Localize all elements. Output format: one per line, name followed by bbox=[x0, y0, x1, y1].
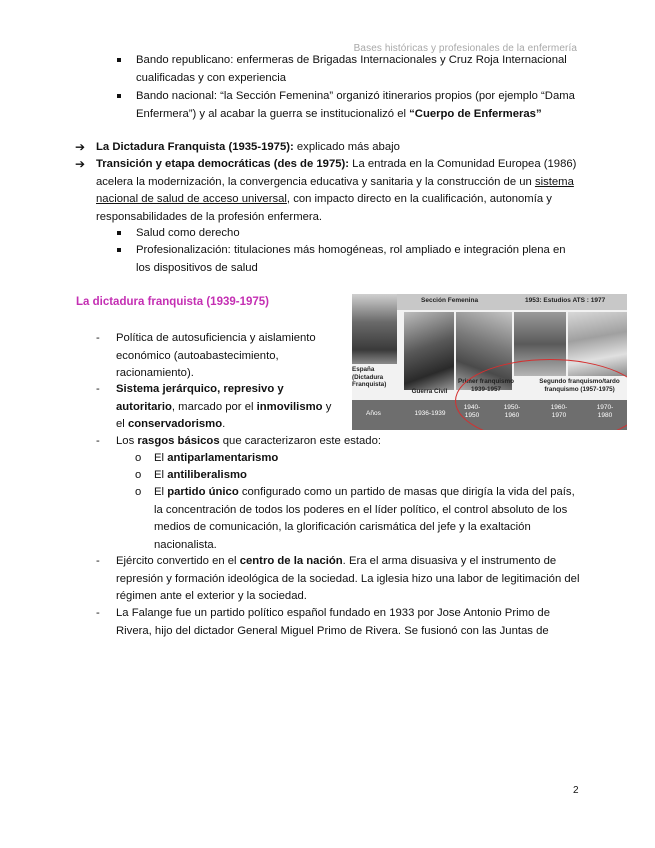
figure-label-civil-war: Guerra Civil bbox=[411, 388, 448, 395]
list-item-transition: ➔ Transición y etapa democráticas (des de 1975): La entrada en la Comunidad Europea (1986) acelera la modernización, la convergencia educativa y sanitaria y la construcción de un sistema nacional de salud de acceso universal, con impacto directo en la cualificación, autonomía y responsabilidades de la profesión enfermera. bbox=[75, 157, 577, 223]
list-item-falange: - La Falange fue un partido político español fundado en 1933 por Jose Antonio Primo de Rivera, hijo del dictador General Miguel Primo de Rivera. Se fusionó con las Juntas de bbox=[96, 607, 550, 637]
list-item-francoist: ➔ La Dictadura Franquista (1935-1975): explicado más abajo bbox=[96, 139, 580, 157]
list-item-autarky: - Política de autosuficiencia y aislamiento económico (autoabastecimiento, racionamiento). bbox=[96, 332, 316, 380]
list-item-republican: Bando republicano: enfermeras de Brigadas Internacionales y Cruz Roja Internacional cualificadas y con experiencia bbox=[136, 52, 580, 87]
year-range: 1940-1950 bbox=[463, 404, 481, 419]
year-range: 1960-1970 bbox=[550, 404, 568, 419]
arrow-right-icon: ➔ bbox=[75, 140, 86, 154]
list-item-professionalization: Profesionalización: titulaciones más homogéneas, rol ampliado e integración plena en los dispositivos de salud bbox=[136, 242, 580, 277]
trait-antiliberalism: o El antiliberalismo bbox=[154, 467, 580, 485]
figure-label-second: Segundo franquismo/tardo franquismo (1957-1975) bbox=[539, 378, 620, 393]
trait-single-party: o El partido único configurado como un partido de masas que dirigía la vida del país, la concentración de todos los poderes en el líder político, el control absoluto de los medios de comunicación, la glorificación carismática del jefe y la exaltación nacionalista. bbox=[135, 486, 575, 551]
timeline-figure bbox=[352, 294, 627, 430]
square-bullet-icon bbox=[117, 248, 121, 252]
list-item-national: Bando nacional: “la Sección Femenina” organizó itinerarios propios (por ejemplo “Dama Enfermera”) y al acabar la guerra se institucionalizó el “Cuerpo de Enfermeras” bbox=[136, 88, 580, 123]
square-bullet-icon bbox=[117, 231, 121, 235]
year-range: 1970-1980 bbox=[596, 404, 614, 419]
figure-label-first: Primer franquismo 1939-1957 bbox=[458, 378, 514, 393]
arrow-right-icon: ➔ bbox=[75, 157, 86, 171]
square-bullet-icon bbox=[117, 58, 121, 62]
running-header: Bases históricas y profesionales de la enfermería bbox=[353, 43, 577, 54]
list-item-army: - Ejército convertido en el centro de la nación. Era el arma disuasiva y el instrumento de represión y formación ideológica de la sociedad. La iglesia hizo una labor de legitimación del régimen ante el exterior y la sociedad. bbox=[96, 555, 580, 603]
list-item-traits: - Los rasgos básicos que caracterizaron este estado: bbox=[96, 435, 382, 447]
circle-bullet-icon: o bbox=[135, 452, 142, 464]
section-heading: La dictadura franquista (1939-1975) bbox=[76, 296, 270, 308]
circle-bullet-icon: o bbox=[135, 469, 142, 481]
years-label: Años bbox=[366, 410, 381, 417]
photo-civil-war bbox=[404, 312, 454, 390]
list-item-hierarchy: - Sistema jerárquico, represivo y autoritario, marcado por el inmovilismo y el conservadorismo. bbox=[96, 383, 332, 431]
year-range: 1936-1939 bbox=[414, 410, 446, 417]
figure-label-spain: España (Dictadura Franquista) bbox=[352, 366, 387, 388]
figure-top-label: 1953: Estudios ATS : 1977 bbox=[525, 297, 606, 304]
year-range: 1950-1960 bbox=[503, 404, 521, 419]
figure-top-label: Sección Femenina bbox=[421, 297, 479, 304]
page-number: 2 bbox=[573, 785, 579, 796]
trait-antiparliamentarism: o El antiparlamentarismo bbox=[154, 450, 580, 468]
square-bullet-icon bbox=[117, 94, 121, 98]
list-item-health: Salud como derecho bbox=[136, 225, 580, 243]
circle-bullet-icon: o bbox=[135, 486, 142, 498]
photo-franco bbox=[352, 294, 397, 364]
figure-top-bar bbox=[397, 294, 627, 310]
